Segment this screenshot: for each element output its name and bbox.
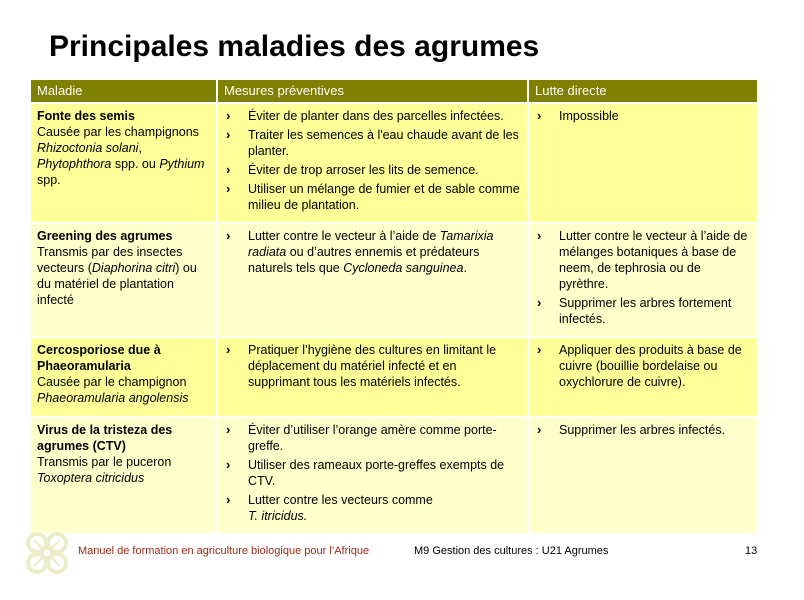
list-item: [535, 108, 751, 124]
bullet-text: Pratiquer l’hygiène des cultures en limitant le déplacement du matériel infecté et en supprimant tous les matériels infectés.: [248, 343, 497, 389]
chevron-right-icon: ›: [537, 422, 542, 437]
list-item: [224, 228, 521, 276]
bullet-text: Éviter de planter dans des parcelles infectées.: [248, 109, 504, 123]
control-cell: [529, 104, 757, 224]
disease-name: Virus de la tristeza des agrumes (CTV): [37, 423, 173, 453]
table-header-row: [31, 80, 757, 104]
desc-species: Phytophthora: [37, 157, 112, 171]
header-mesures-preventives: Mesures préventives: [218, 80, 529, 104]
desc-text: ) ou du matériel de plantation infecté: [37, 261, 197, 307]
desc-text: Causée par le champignon: [37, 375, 187, 389]
desc-species: Rhizoctonia solani: [37, 141, 139, 155]
footer-manual-title: Manuel de formation en agriculture biologique pour l’Afrique: [78, 545, 370, 557]
chevron-right-icon: ›: [226, 108, 231, 123]
list-item: [224, 342, 521, 390]
desc-text: ,: [138, 141, 142, 155]
list-item: [224, 127, 521, 159]
prevention-cell: [218, 224, 529, 338]
list-item: [224, 108, 521, 124]
list-item: [224, 181, 521, 213]
disease-cell: [31, 418, 218, 535]
bullet-text: Lutter contre le vecteur à l’aide de: [248, 229, 440, 243]
chevron-right-icon: ›: [537, 342, 542, 357]
desc-text: spp. ou: [111, 157, 160, 171]
prevention-cell: [218, 418, 529, 535]
bullet-text: Lutter contre le vecteur à l’aide de mélanges botaniques à base de neem, de tephrosia ou de pyrèthre.: [559, 229, 748, 291]
header-maladie: Maladie: [31, 80, 218, 104]
disease-cell: [31, 224, 218, 338]
page-number: 13: [745, 545, 758, 557]
prevention-cell: [218, 104, 529, 224]
disease-name: Cercosporiose due à Phaeoramularia: [37, 343, 161, 373]
list-item: [535, 422, 751, 438]
table-row: [31, 338, 757, 418]
disease-description: [37, 244, 210, 308]
chevron-right-icon: ›: [537, 108, 542, 123]
chevron-right-icon: ›: [226, 181, 231, 196]
bullet-species: Tamarixia radiata: [248, 229, 494, 259]
chevron-right-icon: ›: [226, 422, 231, 437]
chevron-right-icon: ›: [226, 342, 231, 357]
disease-cell: [31, 104, 218, 224]
desc-text: Transmis par des insectes vecteurs (: [37, 245, 183, 275]
slide-title: Principales maladies des agrumes: [49, 30, 540, 63]
control-cell: [529, 224, 757, 338]
table-row: [31, 224, 757, 338]
chevron-right-icon: ›: [226, 127, 231, 142]
chevron-right-icon: ›: [226, 492, 231, 507]
bullet-text: Traiter les semences à l'eau chaude avant de les planter.: [248, 128, 519, 158]
bullet-text: Éviter de trop arroser les lits de semence.: [248, 163, 479, 177]
footer-module: M9 Gestion des cultures : U21 Agrumes: [414, 545, 609, 557]
chevron-right-icon: ›: [226, 457, 231, 472]
list-item: [535, 228, 751, 292]
table-row: [31, 104, 757, 224]
disease-description: [37, 124, 210, 188]
disease-description: [37, 374, 210, 406]
bullet-species: T. itricidus.: [248, 509, 308, 523]
list-item: [224, 457, 521, 489]
chevron-right-icon: ›: [226, 162, 231, 177]
list-item: [535, 295, 751, 327]
table-row: [31, 418, 757, 535]
desc-species: Diaphorina citri: [91, 261, 176, 275]
disease-name: Fonte des semis: [37, 109, 135, 123]
bullet-text: Lutter contre les vecteurs comme: [248, 493, 433, 507]
disease-description: [37, 454, 210, 486]
bullet-text: Impossible: [559, 109, 619, 123]
desc-text: spp.: [37, 173, 61, 187]
desc-species: Pythium: [159, 157, 205, 171]
chevron-right-icon: ›: [226, 228, 231, 243]
diseases-table: [31, 80, 757, 535]
control-cell: [529, 338, 757, 418]
flower-logo-icon: [24, 530, 70, 576]
bullet-text: Éviter d’utiliser l’orange amère comme porte-greffe.: [248, 423, 497, 453]
bullet-species: Cycloneda sanguinea: [343, 261, 464, 275]
control-cell: [529, 418, 757, 535]
list-item: [224, 492, 521, 524]
desc-species: Toxoptera citricidus: [37, 471, 145, 485]
prevention-cell: [218, 338, 529, 418]
bullet-text: Appliquer des produits à base de cuivre (bouillie bordelaise ou oxychlorure de cuivre).: [559, 343, 742, 389]
chevron-right-icon: ›: [537, 295, 542, 310]
bullet-text: Utiliser des rameaux porte-greffes exempts de CTV.: [248, 458, 505, 488]
desc-text: Transmis par le puceron: [37, 455, 172, 469]
header-lutte-directe: Lutte directe: [529, 80, 757, 104]
bullet-text: Utiliser un mélange de fumier et de sable comme milieu de plantation.: [248, 182, 520, 212]
chevron-right-icon: ›: [537, 228, 542, 243]
list-item: [224, 422, 521, 454]
bullet-text: Supprimer les arbres infectés.: [559, 423, 726, 437]
bullet-text: .: [463, 261, 467, 275]
disease-cell: [31, 338, 218, 418]
list-item: [224, 162, 521, 178]
bullet-text: Supprimer les arbres fortement infectés.: [559, 296, 732, 326]
desc-species: Phaeoramularia angolensis: [37, 391, 189, 405]
disease-name: Greening des agrumes: [37, 229, 173, 243]
bullet-text: ou d’autres ennemis et prédateurs naturels tels que: [248, 245, 480, 275]
list-item: [535, 342, 751, 390]
desc-text: Causée par les champignons: [37, 125, 199, 139]
